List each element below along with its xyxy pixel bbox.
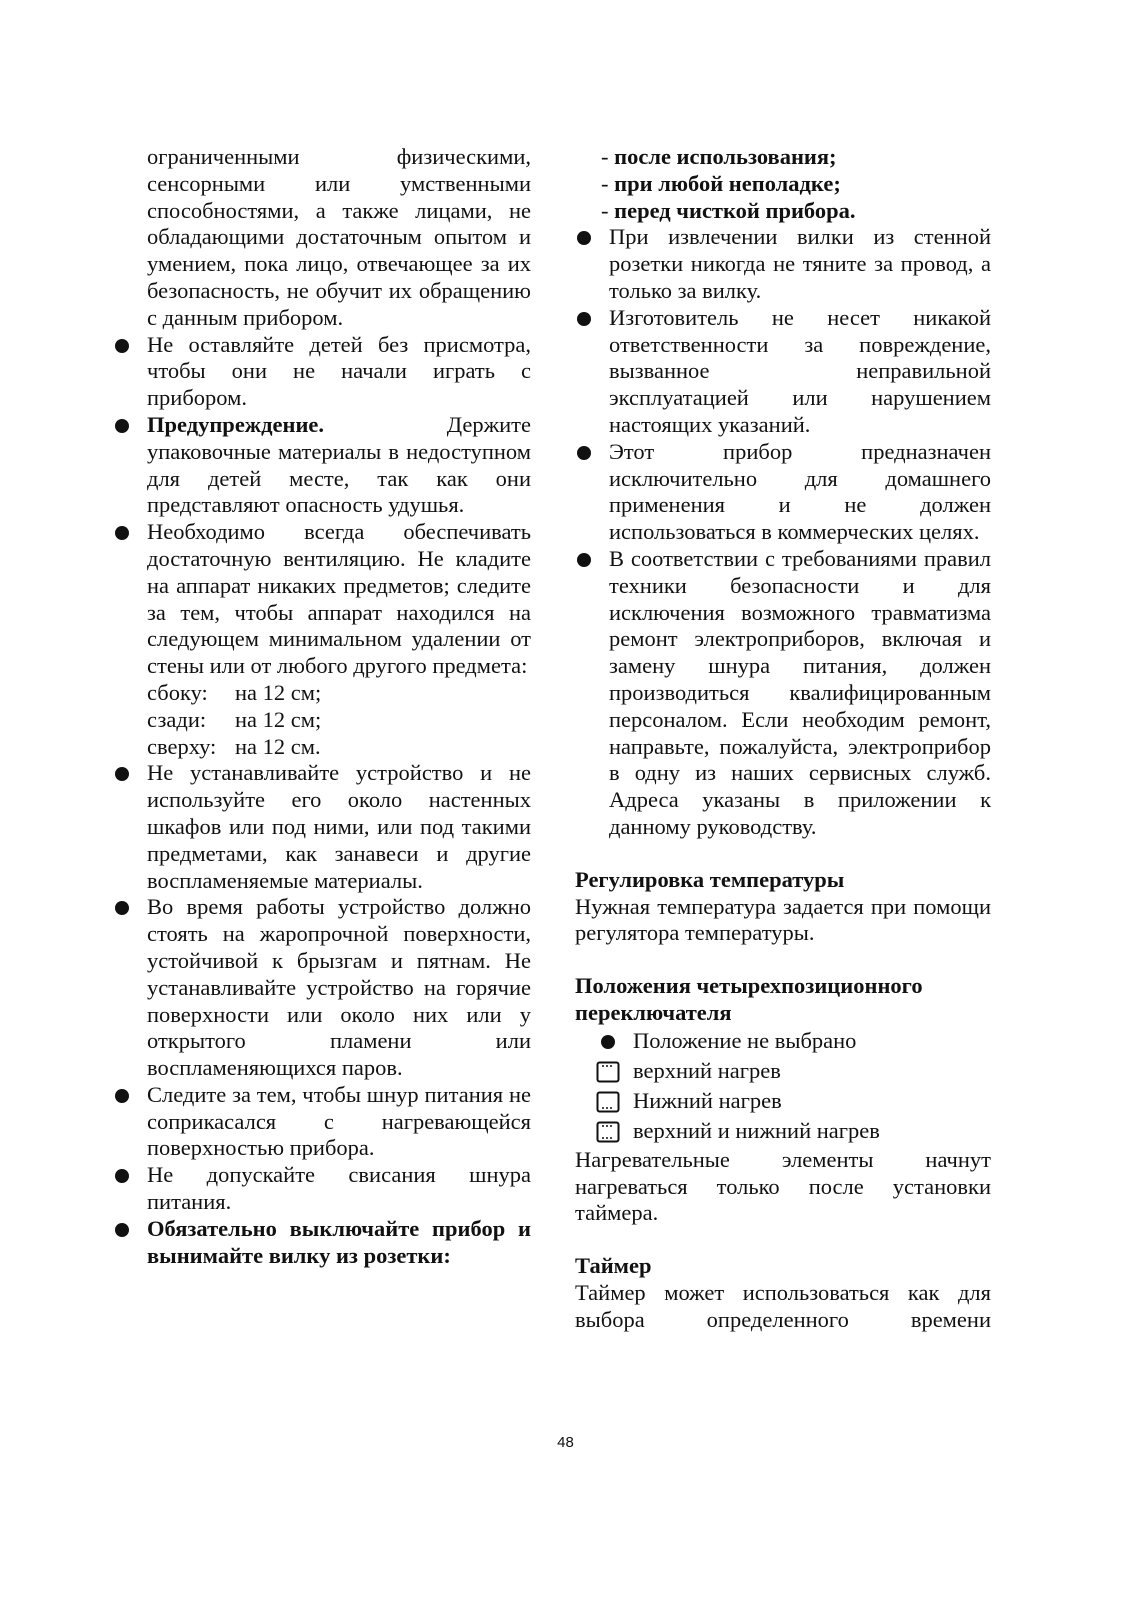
- warning-label: Предупреждение.: [147, 411, 325, 437]
- bullet-unplug: [113, 1216, 531, 1270]
- distance-side: сзади:: [147, 706, 207, 732]
- bullet-icon: [115, 767, 129, 781]
- bullet-ventilation: [113, 519, 531, 680]
- bullet-icon: [115, 1223, 129, 1237]
- right-column: [575, 144, 991, 1333]
- heading-switch-positions: Положения четырехпозиционного переключателя: [575, 973, 923, 1025]
- bullet-plug: [575, 224, 991, 304]
- dash-text: перед чисткой прибора.: [614, 197, 856, 223]
- page-number: 48: [557, 1434, 574, 1451]
- bullet-icon: [577, 553, 591, 567]
- bullet-text: Не устанавливайте устройство и не используйте его около настенных шкафов или под ними, или под такими предметами, как занавеси и другие воспламеняемые материалы.: [147, 760, 531, 893]
- mode-label: верхний и нижний нагрев: [633, 1118, 880, 1144]
- bullet-household: [575, 439, 991, 546]
- bullet-text: Держите упаковочные материалы в недоступном для детей месте, так как они представляют опасность удушья.: [147, 411, 531, 518]
- bullet-text: Во время работы устройство должно стоять на жаропрочной поверхности, устойчивой к брызгам и пятнам. Не устанавливайте устройство на горячие поверхности или около них или у открытого пламени или воспламеняющихся паров.: [147, 894, 531, 1081]
- bottom-heat-icon: [595, 1091, 621, 1113]
- bullet-text: Обязательно выключайте прибор и вынимайте вилку из розетки:: [147, 1215, 531, 1268]
- bullet-text: В соответствии с требованиями правил техники безопасности и для исключения возможного травматизма ремонт электроприборов, включая и замену шнура питания, должен производиться квалифицированным персоналом. Если необходим ремонт, направьте, пожалуйста, электроприбор в одну из наших сервисных служб. Адреса указаны в приложении к данному руководству.: [609, 545, 991, 839]
- mode-label: Положение не выбрано: [633, 1028, 857, 1054]
- bullet-icon: [577, 231, 591, 245]
- distance-list: [113, 680, 531, 760]
- mode-label: верхний нагрев: [633, 1058, 781, 1084]
- distance-side: сбоку:: [147, 679, 208, 705]
- distance-item: [147, 707, 531, 734]
- bullet-icon: [115, 419, 129, 433]
- dash-item: - при любой неполадке;: [601, 170, 841, 196]
- bullet-text: При извлечении вилки из стенной розетки никогда не тяните за провод, а только за вилку.: [609, 224, 991, 303]
- bullet-text: Следите за тем, чтобы шнур питания не соприкасался с нагревающейся поверхностью прибора.: [147, 1081, 531, 1161]
- bullet-warning: [113, 412, 531, 519]
- bullet-children: [113, 332, 531, 412]
- bullet-repair: [575, 546, 991, 841]
- dash-text: после использования;: [614, 144, 837, 169]
- bullet-icon: [577, 446, 591, 460]
- dash-item: - после использования;: [601, 144, 837, 169]
- bullet-icon: [577, 312, 591, 326]
- timer-text: Таймер может использоваться как для выбора определенного времени: [575, 1279, 991, 1332]
- mode-item: [595, 1117, 991, 1147]
- bullet-text: Изготовитель не несет никакой ответственности за повреждение, вызванное неправильной эксплуатацией или нарушением настоящих указаний.: [609, 304, 991, 437]
- mode-item: [595, 1087, 991, 1117]
- distance-value: на 12 см;: [235, 679, 322, 705]
- dot-icon: [595, 1031, 621, 1053]
- bullet-text: Этот прибор предназначен исключительно для домашнего применения и не должен использоваться в коммерческих целях.: [609, 438, 991, 545]
- left-column: [113, 144, 531, 1269]
- heating-note: Нагревательные элементы начнут нагреваться только после установки таймера.: [575, 1146, 991, 1226]
- distance-item: [147, 734, 531, 761]
- bullet-icon: [115, 1169, 129, 1183]
- mode-item: [595, 1027, 991, 1057]
- bullet-text: Не оставляйте детей без присмотра, чтобы они не начали играть с прибором.: [147, 331, 531, 411]
- bullet-installation: [113, 760, 531, 894]
- dash-item: - перед чисткой прибора.: [601, 197, 856, 223]
- bullet-icon: [115, 526, 129, 540]
- bullet-icon: [115, 339, 129, 353]
- temperature-text: Нужная температура задается при помощи регулятора температуры.: [575, 893, 991, 946]
- mode-item: [595, 1057, 991, 1087]
- bullet-surface: [113, 894, 531, 1082]
- bullet-cord: [113, 1082, 531, 1162]
- bullet-cord-hang: [113, 1162, 531, 1216]
- bullet-text: Необходимо всегда обеспечивать достаточную вентиляцию. Не кладите на аппарат никаких предметов; следите за тем, чтобы аппарат находился на следующем минимальном удалении от стены или от любого другого предмета:: [147, 519, 531, 679]
- mode-label: Нижний нагрев: [633, 1088, 782, 1114]
- bullet-text: Не допускайте свисания шнура питания.: [147, 1162, 531, 1215]
- bullet-liability: [575, 305, 991, 439]
- top-bottom-heat-icon: [595, 1121, 621, 1143]
- heading-temperature: Регулировка температуры: [575, 866, 845, 892]
- distance-value: на 12 см;: [235, 706, 322, 732]
- bullet-icon: [115, 901, 129, 915]
- distance-value: на 12 см.: [235, 733, 321, 759]
- intro-text: ограниченными физическими, сенсорными или умственными способностями, а также лицами, не обладающими достаточным опытом и умением, пока лицо, отвечающее за их безопасность, не обучит их обращению с данным прибором.: [147, 144, 531, 330]
- top-heat-icon: [595, 1061, 621, 1083]
- dash-text: при любой неполадке;: [614, 170, 841, 196]
- heading-timer: Таймер: [575, 1253, 652, 1279]
- bullet-icon: [115, 1089, 129, 1103]
- distance-item: [147, 680, 531, 707]
- distance-side: сверху:: [147, 733, 217, 759]
